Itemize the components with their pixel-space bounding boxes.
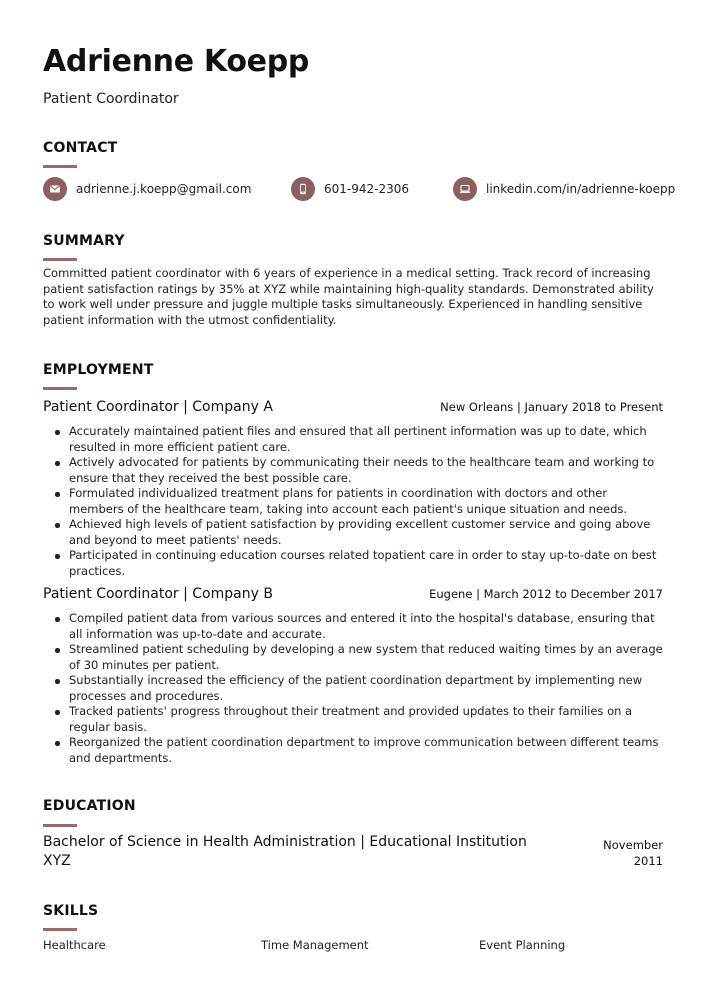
- list-item: Achieved high levels of patient satisfaction by providing excellent customer service and going above and beyond to meet patients' needs.: [43, 517, 663, 548]
- list-item: Streamlined patient scheduling by developing a new system that reduced waiting times by an average of 30 minutes per patient.: [43, 642, 663, 673]
- education-date: November 2011: [603, 838, 663, 868]
- list-item: Accurately maintained patient files and ensured that all pertinent information was up to date, which resulted in more efficient patient care.: [43, 424, 663, 455]
- phone-icon: [291, 177, 315, 201]
- section-divider: [43, 928, 77, 931]
- section-divider: [43, 165, 77, 168]
- job-header: [43, 584, 663, 604]
- education-degree: Bachelor of Science in Health Administration | Educational Institution XYZ: [43, 834, 527, 869]
- section-divider: [43, 258, 77, 261]
- job-header: [43, 397, 663, 417]
- summary-text: Committed patient coordinator with 6 years of experience in a medical setting. Track record of increasing patient satisfaction ratings by 35% at XYZ while maintaining high-quality standards. Demonstrated ability to work well under pressure and juggle multiple tasks simultaneously. Experienced in handling sensitive patient information with the utmost confidentiality.: [43, 266, 654, 327]
- job-bullets: [43, 611, 663, 766]
- contact-heading: CONTACT: [43, 140, 118, 156]
- employment-heading: EMPLOYMENT: [43, 362, 154, 378]
- education-heading: EDUCATION: [43, 798, 136, 814]
- skill-item: Healthcare: [43, 938, 106, 952]
- contact-linkedin[interactable]: [453, 176, 675, 202]
- summary-heading: SUMMARY: [43, 233, 125, 249]
- contact-email[interactable]: [43, 176, 251, 202]
- list-item: Formulated individualized treatment plans for patients in coordination with doctors and other members of the healthcare team, taking into account each patient's unique situation and needs.: [43, 486, 663, 517]
- list-item: Compiled patient data from various sources and entered it into the hospital's database, ensuring that all information was up-to-date and accurate.: [43, 611, 663, 642]
- section-divider: [43, 387, 77, 390]
- job-bullets: [43, 424, 663, 579]
- contact-row: [43, 176, 676, 202]
- list-item: Participated in continuing education courses related topatient care in order to stay up-to-date on best practices.: [43, 548, 663, 579]
- linkedin-text: linkedin.com/in/adrienne-koepp: [486, 182, 676, 196]
- list-item: Substantially increased the efficiency of the patient coordination department by implementing new processes and procedures.: [43, 673, 663, 704]
- candidate-name: Adrienne Koepp: [43, 44, 310, 79]
- list-item: Reorganized the patient coordination department to improve communication between different teams and departments.: [43, 735, 663, 766]
- email-text: adrienne.j.koepp@gmail.com: [76, 182, 252, 196]
- phone-text: 601-942-2306: [324, 182, 410, 196]
- section-divider: [43, 824, 77, 827]
- job-location-dates: Eugene | March 2012 to December 2017: [429, 587, 663, 601]
- skill-item: Event Planning: [479, 938, 566, 952]
- envelope-icon: [43, 177, 67, 201]
- skill-item: Time Management: [261, 938, 369, 952]
- candidate-title: Patient Coordinator: [43, 91, 179, 107]
- skills-heading: SKILLS: [43, 903, 99, 919]
- list-item: Actively advocated for patients by communicating their needs to the healthcare team and working to ensure that they received the best possible care.: [43, 455, 663, 486]
- job-title: Patient Coordinator | Company B: [43, 586, 273, 602]
- list-item: Tracked patients' progress throughout their treatment and provided updates to their families on a regular basis.: [43, 704, 663, 735]
- job-location-dates: New Orleans | January 2018 to Present: [440, 400, 663, 414]
- contact-phone[interactable]: [291, 176, 409, 202]
- laptop-icon: [453, 177, 477, 201]
- job-title: Patient Coordinator | Company A: [43, 399, 273, 415]
